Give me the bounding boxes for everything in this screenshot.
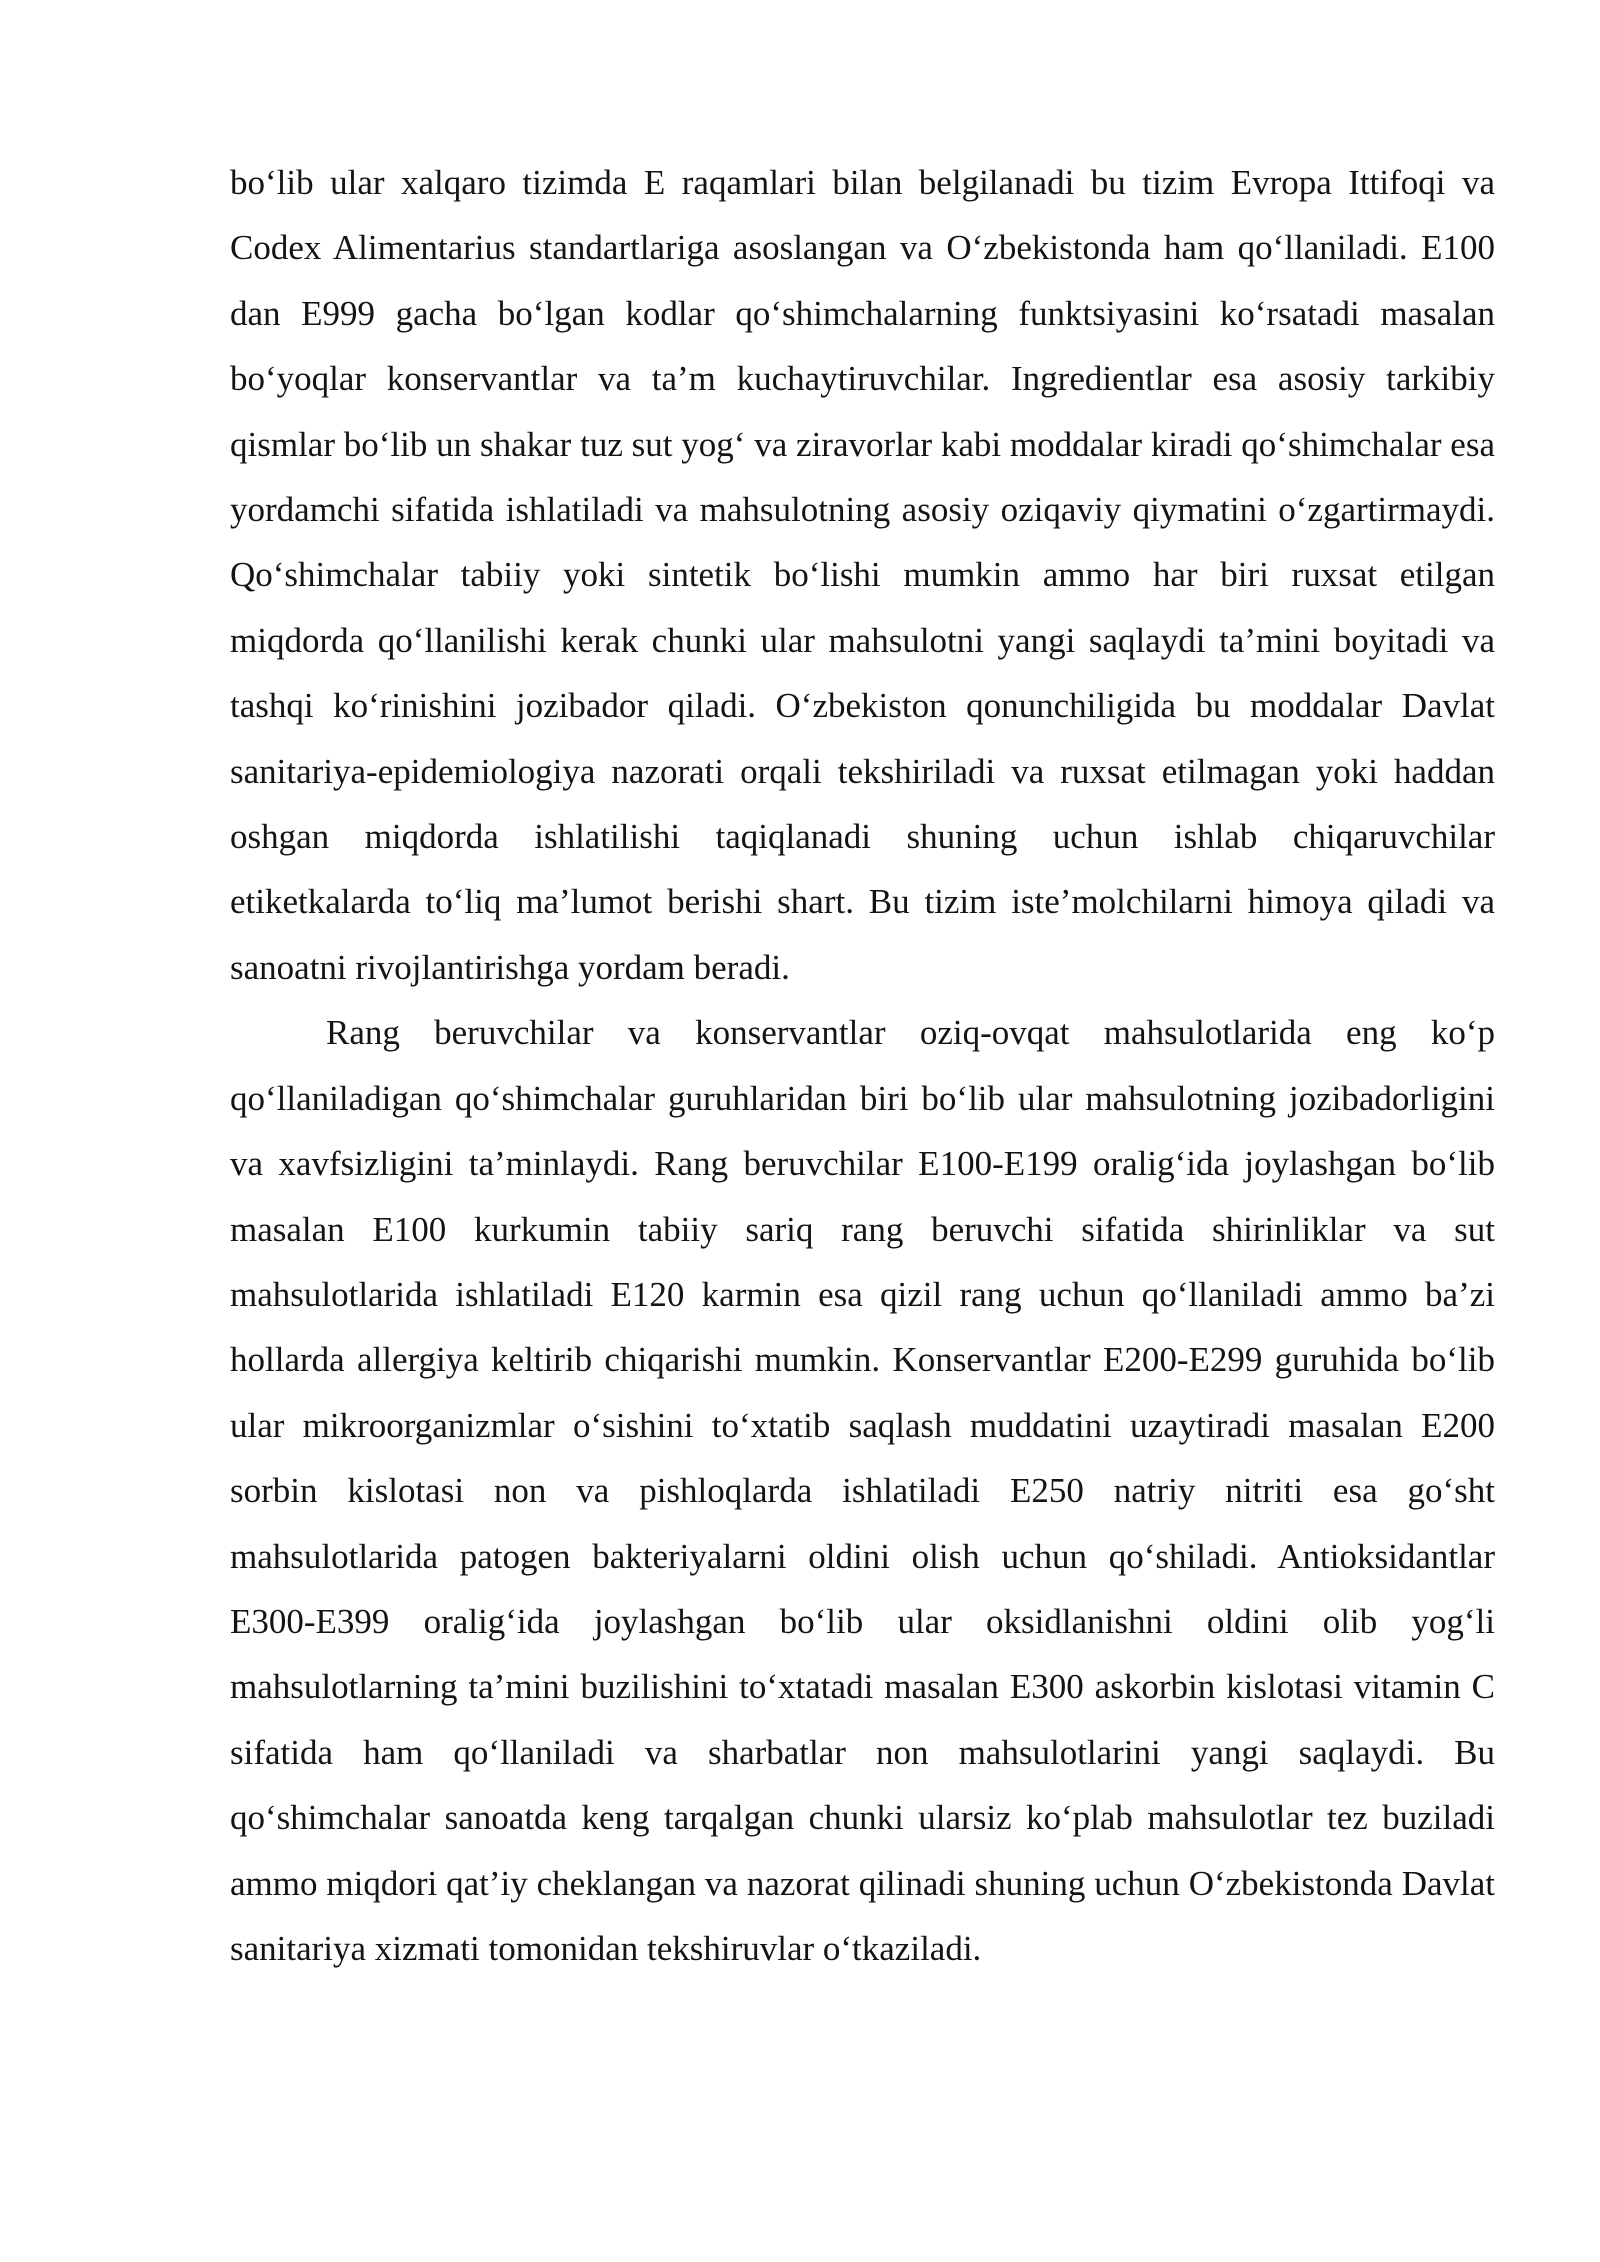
body-paragraph-1: bo‘lib ular xalqaro tizimda E raqamlari bilan belgilanadi bu tizim Evropa Ittifoqi va Codex Alimentarius standartlariga asoslangan va O‘zbekistonda ham qo‘llaniladi. E100 dan E999 gacha bo‘lgan kodlar qo‘shimchalarning funktsiyasini ko‘rsatadi masalan bo‘yoqlar konservantlar va ta’m kuchaytiruvchilar. Ingredientlar esa asosiy tarkibiy qismlar bo‘lib un shakar tuz sut yog‘ va ziravorlar kabi moddalar kiradi qo‘shimchalar esa yordamchi sifatida ishlatiladi va mahsulotning asosiy oziqaviy qiymatini o‘zgartirmaydi. Qo‘shimchalar tabiiy yoki sintetik bo‘lishi mumkin ammo har biri ruxsat etilgan miqdorda qo‘llanilishi kerak chunki ular mahsulotni yangi saqlaydi ta’mini boyitadi va tashqi ko‘rinishini jozibador qiladi. O‘zbekiston qonunchiligida bu moddalar Davlat sanitariya-epidemiologiya nazorati orqali tekshiriladi va ruxsat etilmagan yoki haddan oshgan miqdorda ishlatilishi taqiqlanadi shuning uchun ishlab chiqaruvchilar etiketkalarda to‘liq ma’lumot berishi shart. Bu tizim iste’molchilarni himoya qiladi va sanoatni rivojlantirishga yordam beradi.	[230, 163, 1495, 987]
document-page	[230, 150, 1495, 1981]
body-paragraph-2: Rang beruvchilar va konservantlar oziq-ovqat mahsulotlarida eng ko‘p qo‘llaniladigan qo‘shimchalar guruhlaridan biri bo‘lib ular mahsulotning jozibadorligini va xavfsizligini ta’minlaydi. Rang beruvchilar E100-E199 oralig‘ida joylashgan bo‘lib masalan E100 kurkumin tabiiy sariq rang beruvchi sifatida shirinliklar va sut mahsulotlarida ishlatiladi E120 karmin esa qizil rang uchun qo‘llaniladi ammo ba’zi hollarda allergiya keltirib chiqarishi mumkin. Konservantlar E200-E299 guruhida bo‘lib ular mikroorganizmlar o‘sishini to‘xtatib saqlash muddatini uzaytiradi masalan E200 sorbin kislotasi non va pishloqlarda ishlatiladi E250 natriy nitriti esa go‘sht mahsulotlarida patogen bakteriyalarni oldini olish uchun qo‘shiladi. Antioksidantlar E300-E399 oralig‘ida joylashgan bo‘lib ular oksidlanishni oldini olib yog‘li mahsulotlarning ta’mini buzilishini to‘xtatadi masalan E300 askorbin kislotasi vitamin C sifatida ham qo‘llaniladi va sharbatlar non mahsulotlarini yangi saqlaydi. Bu qo‘shimchalar sanoatda keng tarqalgan chunki ularsiz ko‘plab mahsulotlar tez buziladi ammo miqdori qat’iy cheklangan va nazorat qilinadi shuning uchun O‘zbekistonda Davlat sanitariya xizmati tomonidan tekshiruvlar o‘tkaziladi.	[230, 1013, 1495, 1968]
